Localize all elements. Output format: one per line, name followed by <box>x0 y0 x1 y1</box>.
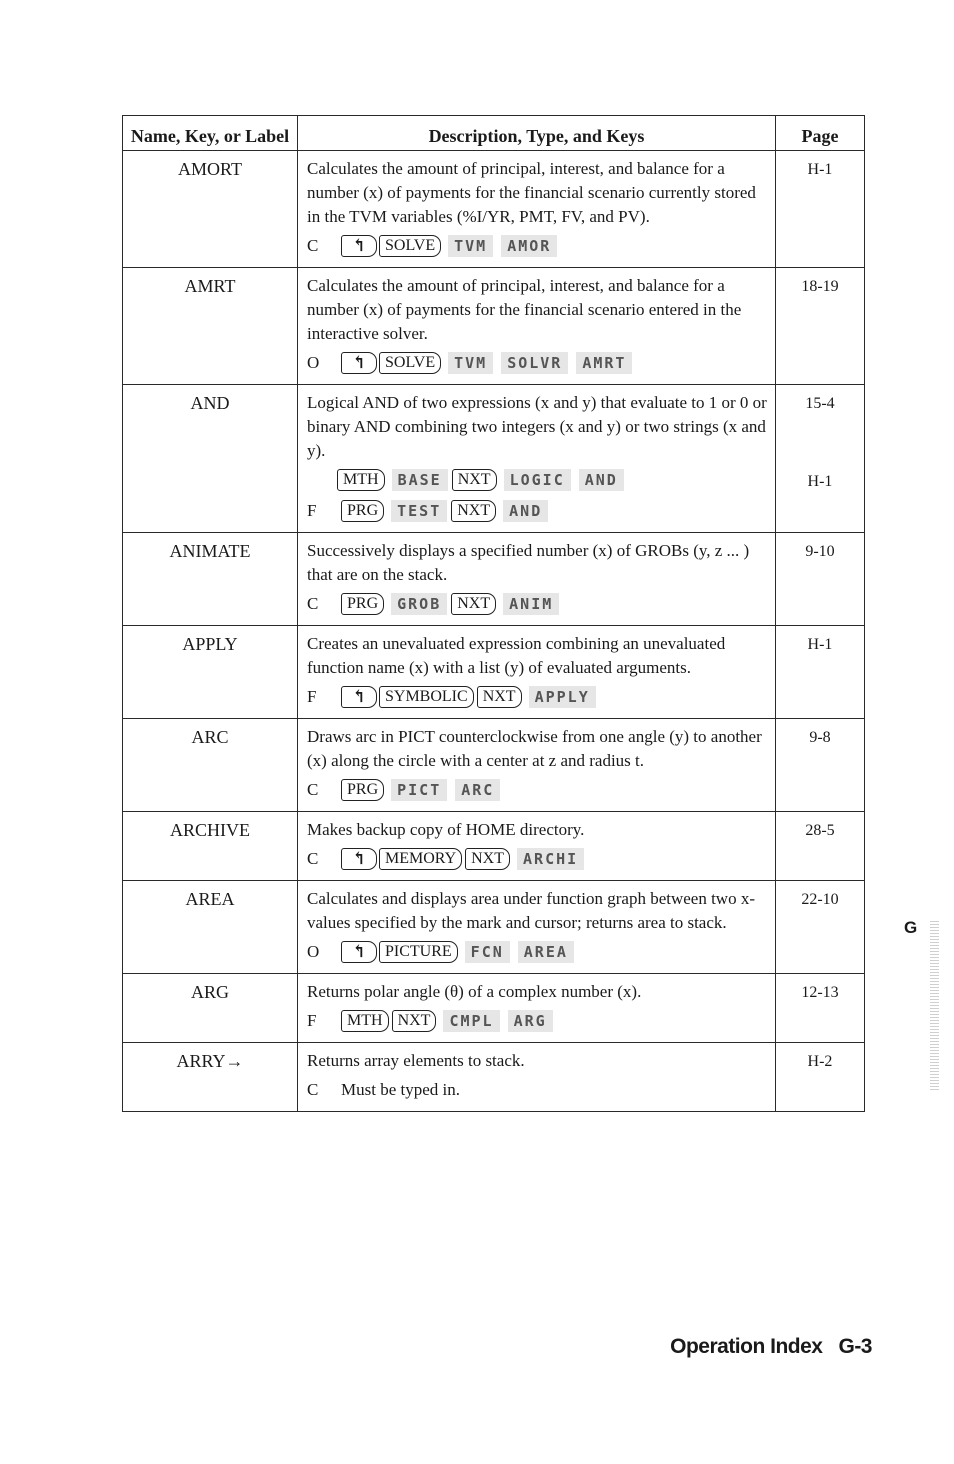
page-reference-cell <box>776 974 865 1043</box>
menu-softkey: TVM <box>448 235 493 257</box>
page-reference-cell <box>776 385 865 533</box>
menu-softkey: AMOR <box>501 235 557 257</box>
table-row <box>123 385 865 533</box>
command-type: F <box>307 501 317 520</box>
menu-softkey: AMRT <box>576 352 632 374</box>
calculator-key: PRG <box>341 779 384 801</box>
menu-softkey: TVM <box>448 352 493 374</box>
command-name: AND <box>123 385 298 533</box>
command-name: AMRT <box>123 268 298 385</box>
calculator-key: PRG <box>341 500 384 522</box>
table-body <box>123 151 865 1112</box>
command-type: C <box>307 1080 319 1099</box>
table-row <box>123 151 865 268</box>
menu-softkey: PICT <box>391 779 447 801</box>
page-reference: H-1 <box>807 636 833 653</box>
command-name: ARCHIVE <box>123 812 298 881</box>
keystroke-line <box>307 232 767 260</box>
table-row <box>123 268 865 385</box>
command-description: Successively displays a specified number (x) of GROBs (y, z ... ) that are on the stack. <box>307 541 750 584</box>
page-reference-cell <box>776 881 865 974</box>
page-reference-cell <box>776 812 865 881</box>
command-description-cell <box>298 881 776 974</box>
command-description-cell <box>298 1043 776 1112</box>
command-name: ARG <box>123 974 298 1043</box>
command-description-cell <box>298 533 776 626</box>
calculator-key: NXT <box>465 848 510 870</box>
left-shift-key-icon: ↰ <box>341 235 377 257</box>
footer-page-number: G-3 <box>838 1335 872 1358</box>
menu-softkey: FCN <box>465 941 510 963</box>
page-reference-cell <box>776 626 865 719</box>
typing-note: Must be typed in. <box>341 1080 460 1099</box>
table-row <box>123 1043 865 1112</box>
keystroke-line <box>307 683 767 711</box>
command-type: C <box>307 594 319 613</box>
command-type: C <box>307 236 319 255</box>
header-name: Name, Key, or Label <box>123 116 298 151</box>
command-description-cell <box>298 151 776 268</box>
calculator-key: NXT <box>477 686 522 708</box>
command-description: Returns polar angle (θ) of a complex number (x). <box>307 982 642 1001</box>
page-reference-cell <box>776 268 865 385</box>
command-type: F <box>307 1011 317 1030</box>
command-description-cell <box>298 974 776 1043</box>
menu-softkey: AND <box>503 500 548 522</box>
left-shift-key-icon: ↰ <box>341 848 377 870</box>
left-shift-key-icon: ↰ <box>341 352 377 374</box>
keystroke-line <box>307 349 767 377</box>
page-reference: 22-10 <box>801 891 839 908</box>
page-reference: H-1 <box>807 161 833 178</box>
menu-softkey: GROB <box>391 593 447 615</box>
command-type: C <box>307 780 319 799</box>
command-name: ARC <box>123 719 298 812</box>
command-name: AREA <box>123 881 298 974</box>
table-header-row <box>123 116 865 151</box>
command-description-cell <box>298 812 776 881</box>
menu-softkey: ARCHI <box>517 848 584 870</box>
calculator-key: SOLVE <box>379 352 441 374</box>
table-row <box>123 533 865 626</box>
table-row <box>123 626 865 719</box>
command-description: Calculates and displays area under function graph between two x-values specified by the mark and cursor; returns area to stack. <box>307 889 755 932</box>
menu-softkey: AND <box>579 469 624 491</box>
command-name: APPLY <box>123 626 298 719</box>
command-name: ANIMATE <box>123 533 298 626</box>
page-reference: 28-5 <box>805 822 835 839</box>
menu-softkey: ARC <box>455 779 500 801</box>
command-type: O <box>307 942 320 961</box>
command-type: C <box>307 849 319 868</box>
left-shift-key-icon: ↰ <box>341 686 377 708</box>
page-reference-cell <box>776 719 865 812</box>
page-reference: 9-10 <box>805 543 835 560</box>
footer-title: Operation Index <box>670 1335 823 1358</box>
command-description-cell <box>298 268 776 385</box>
calculator-key: SYMBOLIC <box>379 686 474 708</box>
calculator-key: NXT <box>392 1010 437 1032</box>
page-reference-cell <box>776 533 865 626</box>
command-description: Draws arc in PICT counterclockwise from one angle (y) to another (x) along the circle with a center at z and radius t. <box>307 727 762 770</box>
menu-softkey: BASE <box>392 469 448 491</box>
command-description: Makes backup copy of HOME directory. <box>307 820 585 839</box>
menu-softkey: AREA <box>518 941 574 963</box>
page-reference-cell <box>776 1043 865 1112</box>
command-description-cell <box>298 626 776 719</box>
page-reference: 9-8 <box>809 729 831 746</box>
calculator-key: NXT <box>452 469 497 491</box>
command-type: F <box>307 687 317 706</box>
command-description-cell <box>298 719 776 812</box>
calculator-key: MEMORY <box>379 848 462 870</box>
left-shift-key-icon: ↰ <box>341 941 377 963</box>
page-footer <box>670 1335 872 1359</box>
calculator-key: NXT <box>451 500 496 522</box>
keystroke-line <box>307 776 767 804</box>
keystroke-line <box>307 466 767 494</box>
table-row <box>123 881 865 974</box>
command-type: O <box>307 353 320 372</box>
operation-index-table <box>122 115 865 1112</box>
keystroke-line <box>307 938 767 966</box>
page-reference: 12-13 <box>801 984 839 1001</box>
menu-softkey: SOLVR <box>501 352 568 374</box>
command-description: Returns array elements to stack. <box>307 1051 525 1070</box>
command-description: Calculates the amount of principal, interest, and balance for a number (x) of payments for the financial scenario currently stored in the TVM variables (%I/YR, PMT, FV, and PV). <box>307 159 756 226</box>
page-reference: H-2 <box>807 1053 833 1070</box>
calculator-key: SOLVE <box>379 235 441 257</box>
menu-softkey: LOGIC <box>504 469 571 491</box>
page-reference: 15-4 <box>805 395 835 412</box>
menu-softkey: APPLY <box>529 686 596 708</box>
command-description-cell <box>298 385 776 533</box>
command-description: Logical AND of two expressions (x and y) that evaluate to 1 or 0 or binary AND combining two integers (x and y) or two strings (x and y). <box>307 393 767 460</box>
menu-softkey: CMPL <box>443 1010 499 1032</box>
calculator-key: PRG <box>341 593 384 615</box>
keystroke-line <box>307 1076 767 1104</box>
command-description: Creates an unevaluated expression combining an unevaluated function name (x) with a list (y) of evaluated arguments. <box>307 634 726 677</box>
table-row <box>123 974 865 1043</box>
menu-softkey: TEST <box>391 500 447 522</box>
menu-softkey: ARG <box>508 1010 553 1032</box>
table-row <box>123 812 865 881</box>
section-tab-label: G <box>904 918 918 937</box>
table-row <box>123 719 865 812</box>
page-reference-cell <box>776 151 865 268</box>
calculator-key: NXT <box>451 593 496 615</box>
keystroke-line <box>307 1007 767 1035</box>
keystroke-line <box>307 845 767 873</box>
keystroke-line <box>307 590 767 618</box>
page-reference-secondary: H-1 <box>807 473 833 490</box>
page-reference: 18-19 <box>801 278 839 295</box>
menu-softkey: ANIM <box>503 593 559 615</box>
command-name: ARRY→ <box>123 1043 298 1112</box>
section-tab-stripe <box>930 920 939 1090</box>
command-name: AMORT <box>123 151 298 268</box>
keystroke-line <box>307 497 767 525</box>
calculator-key: MTH <box>337 469 385 491</box>
calculator-key: MTH <box>341 1010 389 1032</box>
header-description: Description, Type, and Keys <box>298 116 776 151</box>
header-page: Page <box>776 116 865 151</box>
calculator-key: PICTURE <box>379 941 458 963</box>
command-description: Calculates the amount of principal, interest, and balance for a number (x) of payments for the financial scenario entered in the interactive solver. <box>307 276 742 343</box>
